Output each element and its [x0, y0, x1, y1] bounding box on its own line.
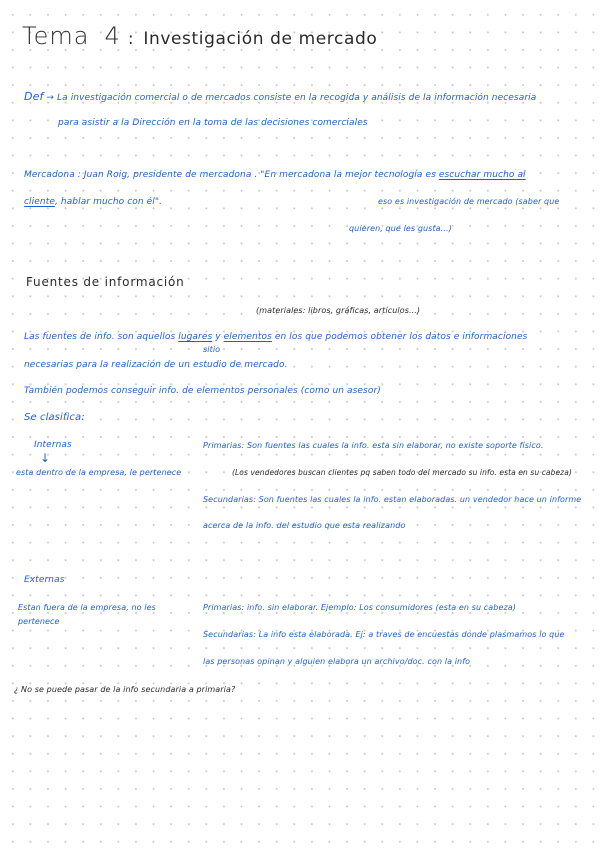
title-subject: Investigación de mercado: [143, 29, 378, 49]
fuentes-annotation: (materiales: libros, gráficas, artículos...): [256, 306, 421, 315]
fuentes-clasifica: Se clasifica:: [24, 412, 85, 423]
mercadona-highlight: escuchar mucho al: [438, 170, 526, 180]
definition-prefix: Def: [24, 90, 44, 103]
internas-secundarias-2: acerca de la info. del estudio que esta realizando: [203, 521, 406, 530]
fuentes-sitio: sitio: [203, 345, 221, 354]
footer-question: ¿ No se puede pasar de la info secundaria a primaria?: [14, 685, 236, 694]
externas-secundarias-1: Secundarias: La info esta elaborada. Ej: a traves de encuestas donde plasmamos lo que: [203, 630, 565, 639]
fuentes-line-1: [24, 332, 527, 342]
fuentes-line-1-end: en los que podemos obtener los datos e informaciones: [274, 332, 528, 342]
externas-secundarias-2: las personas opinan y alguien elabora un archivo/doc. con la info: [203, 657, 471, 666]
title-tema: Tema: [22, 22, 90, 50]
fuentes-lugares: lugares: [178, 332, 213, 342]
internas-label: Internas: [34, 440, 72, 450]
definition-line-2: para asistir a la Dirección en la toma de las decisiones comerciales: [58, 118, 368, 128]
externas-label: Externas: [24, 575, 65, 585]
section-heading-fuentes: Fuentes de información: [26, 275, 185, 289]
title-colon: :: [127, 29, 135, 49]
internas-secundarias-1: Secundarias: Son fuentes las cuales la info. estan elaboradas. un vendedor hace un informe: [203, 495, 582, 504]
mercadona-note-2: quieren, que les gusta...): [349, 224, 452, 233]
page-title: [22, 22, 377, 50]
title-number: 4: [104, 22, 121, 50]
externas-desc-2: pertenece: [18, 617, 60, 626]
fuentes-line-1-start: Las fuentes de info. son aquellos: [24, 332, 176, 342]
mercadona-rest: , hablar mucho con él".: [54, 197, 163, 207]
mercadona-note-1: eso es investigación de mercado (saber que: [378, 197, 560, 206]
fuentes-elementos: elementos: [223, 332, 272, 342]
externas-primarias: Primarias: info. sin elaborar. Ejemplo: Los consumidores (esta en su cabeza): [203, 603, 517, 612]
arrow-right-icon: →: [46, 93, 55, 103]
arrow-down-icon: ↓: [40, 451, 51, 465]
definition-text-1: La investigación comercial o de mercados consiste en la recogida y análisis de la información necesaria: [57, 93, 537, 103]
fuentes-y: y: [215, 332, 221, 342]
mercadona-speaker: Mercadona : Juan Roig, presidente de mercadona . "En mercadona la mejor tecnología es: [24, 170, 436, 180]
internas-desc: esta dentro de la empresa, le pertenece: [16, 468, 182, 477]
externas-desc-1: Estan fuera de la empresa, no les: [18, 603, 156, 612]
internas-primarias-note: (Los vendedores buscan clientes pq saben todo del mercado su info. esta en su cabeza): [232, 468, 572, 477]
definition-line-1: [24, 90, 536, 103]
fuentes-line-2: necesarias para la realización de un estudio de mercado.: [24, 360, 288, 370]
mercadona-line-1: [24, 170, 526, 180]
mercadona-cliente: cliente: [24, 197, 55, 207]
mercadona-line-2: [24, 197, 162, 207]
internas-primarias: Primarias: Son fuentes las cuales la info. esta sin elaborar, no existe soporte físico.: [203, 441, 544, 450]
fuentes-line-3: También podemos conseguir info. de elementos personales (como un asesor): [24, 386, 381, 396]
